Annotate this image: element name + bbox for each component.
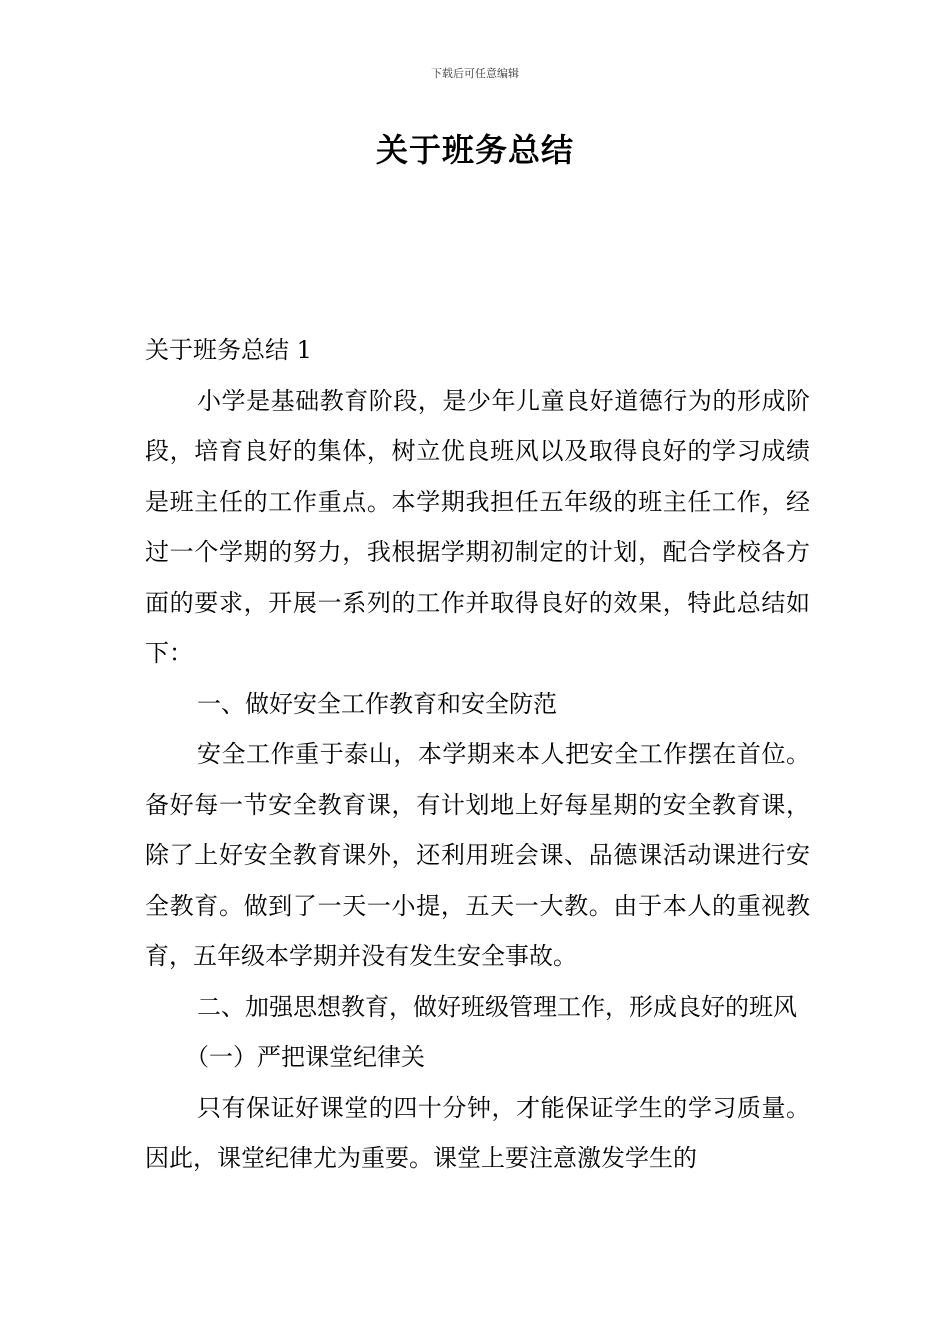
document-title: 关于班务总结 [375, 131, 574, 169]
subheading-classroom-discipline: （一）严把课堂纪律关 [185, 1043, 425, 1071]
heading-safety: 一、做好安全工作教育和安全防范 [197, 689, 557, 718]
section-heading: 关于班务总结 1 [145, 336, 312, 364]
paragraph-classroom: 只有保证好课堂的四十分钟，才能保证学生的学习质量。因此，课堂纪律尤为重要。课堂上要注意激发学生的 [145, 1093, 810, 1172]
paragraph-intro: 小学是基础教育阶段，是少年儿童良好道德行为的形成阶段，培育良好的集体，树立优良班风以及取得良好的学习成绩是班主任的工作重点。本学期我担任五年级的班主任工作，经过一个学期的努力，我根据学期初制定的计划，配合学校各方面的要求，开展一系列的工作并取得良好的效果，特此总结如下： [145, 386, 810, 667]
document-body [145, 325, 810, 1184]
paragraph-safety: 安全工作重于泰山，本学期来本人把安全工作摆在首位。备好每一节安全教育课，有计划地上好每星期的安全教育课，除了上好安全教育课外，还利用班会课、品德课活动课进行安全教育。做到了一天一小提，五天一大教。由于本人的重视教育，五年级本学期并没有发生安全事故。 [145, 740, 810, 970]
heading-ideology: 二、加强思想教育，做好班级管理工作，形成良好的班风 [197, 992, 797, 1021]
header-note: 下载后可任意编辑 [431, 67, 519, 80]
